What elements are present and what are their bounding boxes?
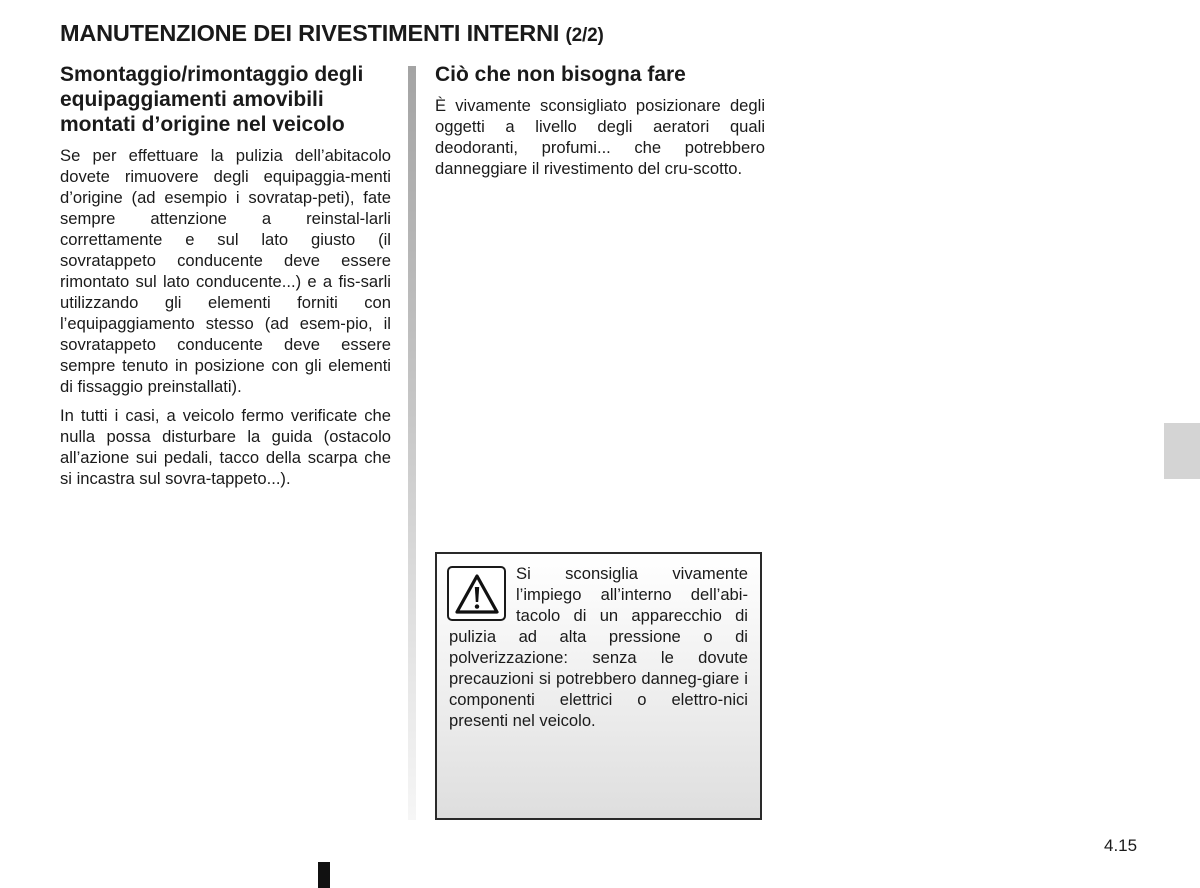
section-heading-donts: Ciò che non bisogna fare <box>435 63 686 86</box>
warning-box <box>435 552 762 820</box>
warning-text: Si sconsiglia vivamente l’impiego all’interno dell’abi-tacolo di un apparecchio di pulizia ad alta pressione o di polverizzazione: senza le dovute precauzioni si potrebbero danneg-giare i componenti elettrici o elettro-nici presenti nel veicolo. <box>449 564 748 730</box>
page-number: 4.15 <box>1104 836 1138 855</box>
column-divider <box>408 66 416 820</box>
warning-triangle-icon <box>447 566 506 621</box>
left-column <box>60 62 391 497</box>
right-column <box>435 62 765 187</box>
paragraph-removal-2: In tutti i casi, a veicolo fermo verificate che nulla possa disturbare la guida (ostacolo all’azione sui pedali, tacco della scarpa che si incastra sul sovra-tappeto...). <box>60 406 391 488</box>
paragraph-removal-1: Se per effettuare la pulizia dell’abitacolo dovete rimuovere degli equipaggia-menti d’origine (ad esempio i sovratap-peti), fate sempre attenzione a reinstal-larli correttamente e sul lato giusto (il sovratappeto conducente deve essere rimontato sul lato conducente...) e a fis-sarli utilizzando gli elementi forniti con l’equipaggiamento stesso (ad esem-pio, il sovratappeto conducente deve essere sempre tenuto in posizione con gli elementi di fissaggio preinstallati). <box>60 146 391 396</box>
bottom-mark <box>318 862 330 888</box>
page-title-suffix: (2/2) <box>565 25 604 46</box>
section-heading-removal: Smontaggio/rimontaggio degli equipaggiamenti amovibili montati d’origine nel veicolo <box>60 63 364 136</box>
paragraph-donts: È vivamente sconsigliato posizionare degli oggetti a livello degli aeratori quali deodoranti, profumi... che potrebbero danneggiare il rivestimento del cru-scotto. <box>435 96 765 178</box>
chapter-side-tab <box>1164 423 1200 479</box>
page-title-main: MANUTENZIONE DEI RIVESTIMENTI INTERNI <box>60 20 560 46</box>
page-title <box>60 20 604 47</box>
